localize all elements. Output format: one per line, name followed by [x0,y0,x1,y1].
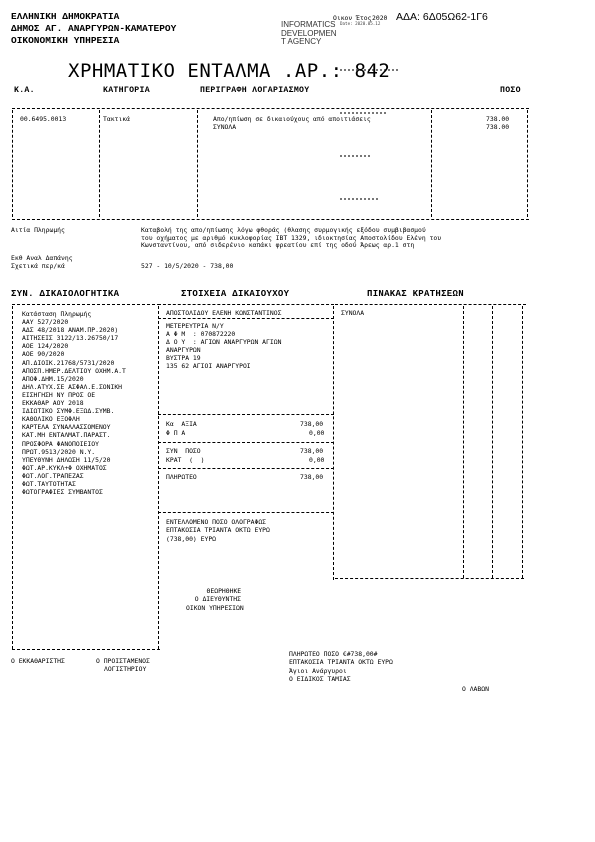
approval-line: ΘΕΩΡΗΘΗΚΕ [206,587,242,595]
list-item: ΚΑΡΤΕΛΑ ΣΥΝΑΛΛΑΣΣΟΜΕΝΟΥ [22,423,111,432]
payable-line: ΠΛΗΡΩΤΕΟ ΠΟΣΟ €#738,00# [289,650,378,658]
amount-value: 738,00 [300,447,324,455]
section-beneficiary-title: ΣΤΟΙΧΕΙΑ ΔΙΚΑΙΟΥΧΟΥ [181,289,290,299]
list-item: Κατάσταση Πληρωμής [22,310,92,318]
documents-list [22,310,126,496]
ada-code: ΑΔΑ: 6Δ05Ω62-1Γ6 [396,11,488,23]
list-item: ΠΡΟΣΦΟΡΑ ΦΑΝΟΠΟΙΕΙΟΥ [22,439,99,448]
table-row-category: Τακτικά [103,115,130,123]
col-header-category: ΚΑΤΗΓΟΡΙΑ [103,86,150,95]
stamp-line: DEVELOPMEN [281,28,337,38]
list-item: ΦΩΤ.ΛΟΓ.ΤΡΑΠΕΖΑΣ [22,471,84,480]
amount-words-line: (738,00) ΕΥΡΩ [166,534,217,543]
table-row-ka: 00.6495.0013 [20,115,67,123]
col-header-ka: Κ.Α. [14,86,35,95]
list-item: ΑΠΟΣΠ.ΗΜΕΡ.ΔΕΛΤΙΟΥ ΟΧΗΜ.Α.Τ [22,366,126,375]
approval-block [186,587,244,612]
issuer-line: ΟΙΚΟΝΟΜΙΚΗ ΥΠΗΡΕΣΙΑ [11,35,120,46]
issuer-line: ΕΛΛΗΝΙΚΗ ΔΗΜΟΚΡΑΤΙΑ [11,11,120,22]
amount-label: ΚΡΑΤ ( ) [166,456,205,464]
payment-cause-line: Κωνσταντίνου, από σιδερένιο καπάκι φρεατίου επί της οδού Άρεως αρ.1 στη [141,241,415,250]
supervisor-line: ΛΟΓΙΣΤΗΡΙΟΥ [104,664,147,673]
amount-value: 738,00 [300,420,324,428]
signature-details-block [340,29,410,51]
table-row-description: Απο/ηπίωση σε δικαιούχους από αποιτιάσεις [213,115,371,123]
payment-cause-line: του οχήματος με αριθμό κυκλοφορίας ΙΒΤ 1329, ιδιοκτησίας Αποστολίδου Ελένη του [141,233,442,242]
amount-in-words [166,518,270,543]
beneficiary-details [166,323,281,370]
list-item: ΑΑΥ 527/2020 [22,318,69,327]
table-row-amount: 738.00 [486,115,510,123]
section-deductions-title: ΠΙΝΑΚΑΣ ΚΡΑΤΗΣΕΩΝ [367,289,464,299]
payable-line: Ο ΕΙΔΙΚΟΣ ΤΑΜΙΑΣ [289,675,351,684]
table-top-border [12,108,529,109]
amount-value: 0,00 [309,456,325,464]
amount-label: Κα ΑΞΙΑ [166,420,197,428]
related-refs-value: 527 - 10/5/2020 - 738,00 [141,262,234,270]
payable-line: Άγιοι Ανάργυροι [289,666,347,675]
beneficiary-line: Δ Ο Υ : ΑΓΙΩΝ ΑΝΑΡΓΥΡΩΝ ΑΓΙΩΝ [166,337,282,346]
related-refs-label: Σχετικά περ/κά [11,262,65,270]
signed-date: Date: 2020.05.12 [340,21,381,26]
amount-label: ΣΥΝ ΠΟΣΟ [166,447,201,455]
amount-value: 0,00 [309,429,325,437]
document-title: ΧΡΗΜΑΤΙΚΟ ΕΝΤΑΛΜΑ .ΑΡ.: 842 [68,60,391,82]
list-item: ΑΟΕ 90/2020 [22,350,65,359]
amount-words-line: ΕΠΤΑΚΟΣΙΑ ΤΡΙΑΝΤΑ ΟΚΤΩ ΕΥΡΩ [166,526,270,535]
section-documents-title: ΣΥΝ. ΔΙΚΑΙΟΛΟΓΗΤΙΚΑ [11,289,120,299]
amount-words-line: ΕΝΤΕΛΛΟΜΕΝΟ ΠΟΣΟ ΟΛΟΓΡΑΦΩΣ [166,518,267,526]
auditor-signature: Ο ΕΚΚΑΘΑΡΙΣΤΗΣ [11,657,65,665]
list-item: ΑΔΣ 48/2018 ΑΝΑΜ.ΠΡ.2020) [22,326,119,335]
payable-block [289,650,393,684]
beneficiary-line: ΒΥΣΤΡΑ 19 [166,353,201,362]
list-item: ΕΙΣΗΓΗΣΗ ΝΥ ΠΡΟΣ ΟΕ [22,390,96,399]
list-item: ΠΡΩΤ.9513/2020 Ν.Υ. [22,447,96,456]
list-item: ΦΩΤ.ΑΡ.ΚΥΚΛ+Φ ΟΧΗΜΑΤΟΣ [22,463,107,472]
supervisor-line: Ο ΠΡΟΙΣΤΑΜΕΝΟΣ [96,657,150,665]
table-total-label: ΣΥΝΟΛΑ [213,123,237,131]
approval-line: Ο ΔΙΕΥΘΥΝΤΗΣ [194,595,241,604]
amount-value: 738,00 [300,473,324,481]
list-item: ΔΗΛ.ΑΤΥΧ.ΣΕ ΑΣΦΑΛ.Ε.ΣΟΝΙΚΗ [22,382,123,391]
supervisor-signature [96,658,150,673]
table-total-amount: 738.00 [486,123,510,131]
list-item: ΚΑΤ.ΜΗ ΕΝΤΑΛΜΑΤ.ΠΑΡΑΣΤ. [22,431,111,440]
payment-cause-line: Καταβολή της απο/ηπίωσης λόγω φθοράς (θλασης συρμογικής εξόδου συμβιβασμού [141,226,426,234]
beneficiary-line: 135 62 ΑΓΙΟΙ ΑΝΑΡΓΥΡΟΙ [166,361,251,370]
digital-signature-stamp [281,21,337,47]
list-item: ΕΚΚΑΘΑΡ ΑΟΥ 2018 [22,399,84,408]
beneficiary-name: ΑΠΟΣΤΟΛΙΔΟΥ ΕΛΕΝΗ ΚΩΝΣΤΑΝΤΙΝΟΣ [166,309,282,317]
list-item: ΑΙΤΗΣΕΙΣ 3122/13.26750/17 [22,334,119,343]
list-item: ΑΠΟΦ.ΔΗΜ.15/2020 [22,374,84,383]
payment-cause-text [141,227,441,250]
col-header-amount: ΠΟΣΟ [500,86,521,95]
issuer-block [11,11,176,47]
approval-line: ΟΙΚΟΝ ΥΠΗΡΕΣΙΩΝ [186,603,244,612]
deductions-total-label: ΣΥΝΟΛΑ [341,309,365,317]
payable-line: ΕΠΤΑΚΟΣΙΑ ΤΡΙΑΝΤΑ ΟΚΤΩ ΕΥΡΩ [289,658,393,667]
list-item: ΑΟΕ 124/2020 [22,342,69,351]
list-item: ΚΑΘΟΛΙΚΟ ΕΞΟΦΛΗ [22,415,80,424]
table-bottom-border [12,219,529,220]
stamp-line: INFORMATICS [281,20,336,29]
beneficiary-line: ΑΝΑΡΓΥΡΩΝ [166,345,201,354]
amount-label: Φ Π Α [166,429,186,437]
receiver-signature: Ο ΛΑΒΩΝ [462,685,489,693]
payment-cause-label: Αιτία Πληρωμής [11,226,65,234]
col-header-description: ΠΕΡΙΓΡΑΦΗ ΛΟΓΑΡΙΑΣΜΟΥ [200,86,310,95]
beneficiary-line: Α Φ Μ : 070872220 [166,329,236,338]
fiscal-year-label: Οικον Έτος [333,14,372,22]
beneficiary-line: ΜΕΤΕΡΕΥΤΡΙΑ Ν/Υ [166,322,224,330]
amount-label: ΠΛΗΡΩΤΕΟ [166,473,197,481]
issuer-line: ΔΗΜΟΣ ΑΓ. ΑΝΑΡΓΥΡΩΝ-ΚΑΜΑΤΕΡΟΥ [11,23,177,34]
list-item: ΦΩΤ.ΤΑΥΤΟΤΗΤΑΣ [22,479,76,488]
list-item: ΥΠΕΥΘΥΝΗ ΔΗΛΩΣΗ 11/5/20 [22,455,111,464]
list-item: ΦΩΤΟΓΡΑΦΙΕΣ ΣΥΜΒΑΝΤΟΣ [22,488,103,497]
list-item: ΙΔΙΩΤΙΚΟ ΣΥΜΦ.ΕΞΩΔ.ΣΥΜΒ. [22,407,115,416]
stamp-line: T AGENCY [281,37,322,47]
fiscal-year: 2020 [372,14,388,22]
list-item: ΑΠ.ΔΙΟΙΚ.21768/5731/2020 [22,358,115,367]
expense-report-label: Εκθ Αναλ Δαπάνης [11,254,73,262]
